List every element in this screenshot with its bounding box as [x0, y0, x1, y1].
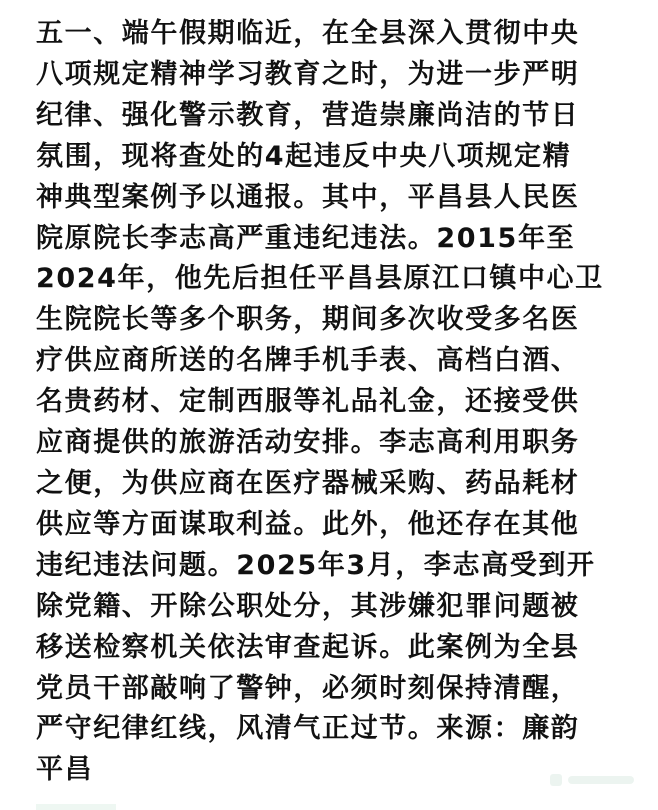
article-line: 生院院长等多个职务，期间多次收受多名医	[36, 304, 580, 336]
article-line: 2024年，他先后担任平昌县原江口镇中心卫	[36, 263, 604, 295]
article-line: 平昌	[36, 754, 94, 786]
article-line: 应商提供的旅游活动安排。李志高利用职务	[36, 427, 580, 459]
article-line: 违纪违法问题。2025年3月，李志高受到开	[36, 549, 596, 581]
watermark-logo	[548, 768, 638, 792]
article-line: 名贵药材、定制西服等礼品礼金，还接受供	[36, 386, 580, 418]
article-line: 除党籍、开除公职处分，其涉嫌犯罪问题被	[36, 590, 580, 622]
article-line: 严守纪律红线，风清气正过节。来源：廉韵	[36, 713, 580, 745]
article-line: 纪律、强化警示教育，营造崇廉尚洁的节日	[36, 99, 580, 131]
article-line: 之便，为供应商在医疗器械采购、药品耗材	[36, 467, 580, 499]
article-line: 氛围，现将查处的4起违反中央八项规定精	[36, 140, 572, 172]
article-line: 五一、端午假期临近，在全县深入贯彻中央	[36, 18, 580, 49]
article-line: 移送检察机关依法审查起诉。此案例为全县	[36, 631, 580, 663]
article-body	[36, 14, 636, 791]
article-line: 院原院长李志高严重违纪违法。2015年至	[36, 222, 576, 254]
article-line: 八项规定精神学习教育之时，为进一步严明	[36, 58, 580, 90]
article-line: 党员干部敲响了警钟，必须时刻保持清醒，	[36, 672, 580, 704]
footer-decoration	[36, 804, 116, 810]
article-line: 疗供应商所送的名牌手机手表、高档白酒、	[36, 345, 580, 377]
article-line: 神典型案例予以通报。其中，平昌县人民医	[36, 181, 580, 213]
article-line: 供应等方面谋取利益。此外，他还存在其他	[36, 508, 580, 540]
